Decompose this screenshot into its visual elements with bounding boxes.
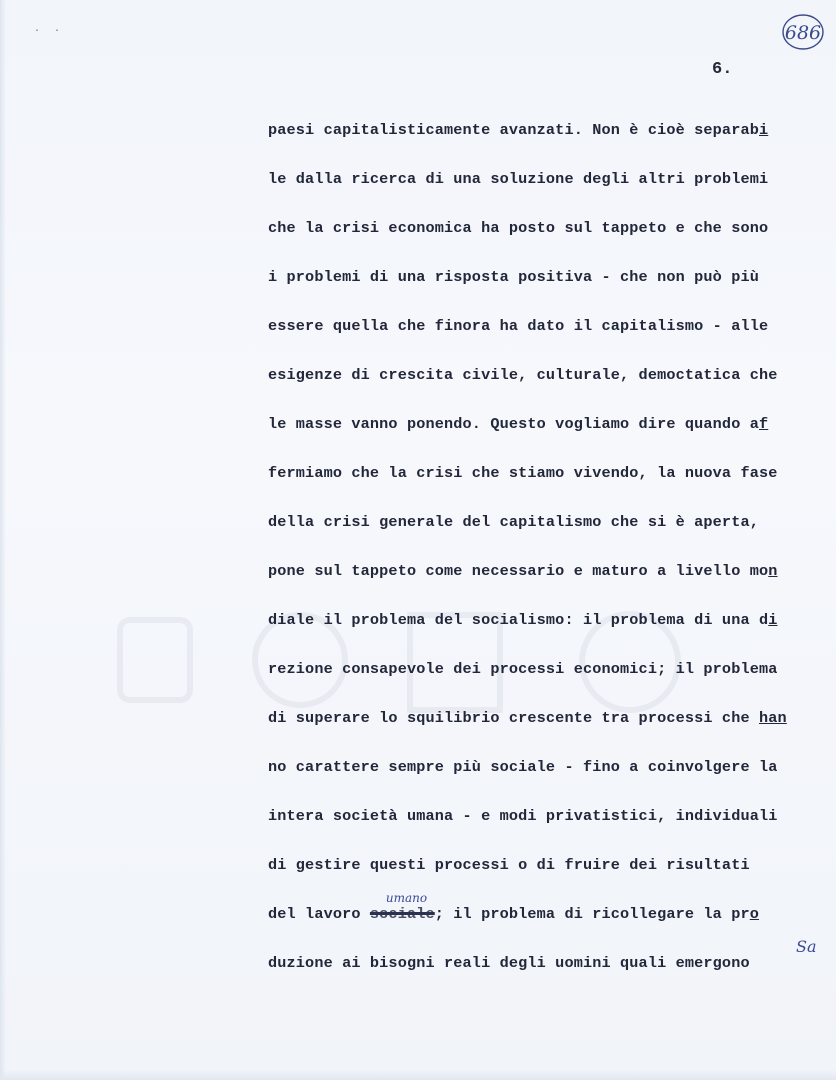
corner-marks: ·· (34, 26, 75, 37)
text-line: no carattere sempre più sociale - fino a coinvolgere la (268, 758, 778, 776)
text-line: della crisi generale del capitalismo che si è aperta, (268, 513, 759, 531)
archive-number-text: 686 (784, 22, 822, 44)
inserted-word: umano (385, 891, 428, 905)
text-line: diale il problema del socialismo: il problema di una di (268, 611, 778, 629)
text-line: duzione ai bisogni reali degli uomini quali emergono (268, 954, 750, 972)
text-line: che la crisi economica ha posto sul tappeto e che sono (268, 219, 769, 237)
text-line: essere quella che finora ha dato il capitalismo - alle (268, 317, 769, 335)
text-line: paesi capitalisticamente avanzati. Non è cioè separabi (268, 121, 769, 139)
text-line: rezione consapevole dei processi economici; il problema (268, 660, 778, 678)
archive-number-stamp (781, 12, 825, 52)
text-line: intera società umana - e modi privatistici, individuali (268, 807, 778, 825)
typed-body-text (268, 114, 828, 996)
text-line: le dalla ricerca di una soluzione degli altri problemi (268, 170, 769, 188)
handwritten-correction (369, 891, 435, 930)
text-line: di gestire questi processi o di fruire dei risultati (268, 856, 750, 874)
text-line-with-correction: del lavoro sociale umano ; il problema di ricollegare la pro (268, 898, 828, 947)
handwritten-margin-note: Sa (796, 937, 817, 956)
text-line: le masse vanno ponendo. Questo vogliamo dire quando af (268, 415, 769, 433)
struck-word: sociale (369, 905, 435, 923)
text-line: di superare lo squilibrio crescente tra processi che han (268, 709, 787, 727)
text-line: esigenze di crescita civile, culturale, democtatica che (268, 366, 778, 384)
text-line: i problemi di una risposta positiva - che non può più (268, 268, 759, 286)
scan-edge-bottom (0, 1070, 836, 1080)
page-number: 6. (712, 60, 733, 79)
text-line: fermiamo che la crisi che stiamo vivendo, la nuova fase (268, 464, 778, 482)
text-line: pone sul tappeto come necessario e maturo a livello mon (268, 562, 778, 580)
scan-edge-left (0, 0, 6, 1080)
